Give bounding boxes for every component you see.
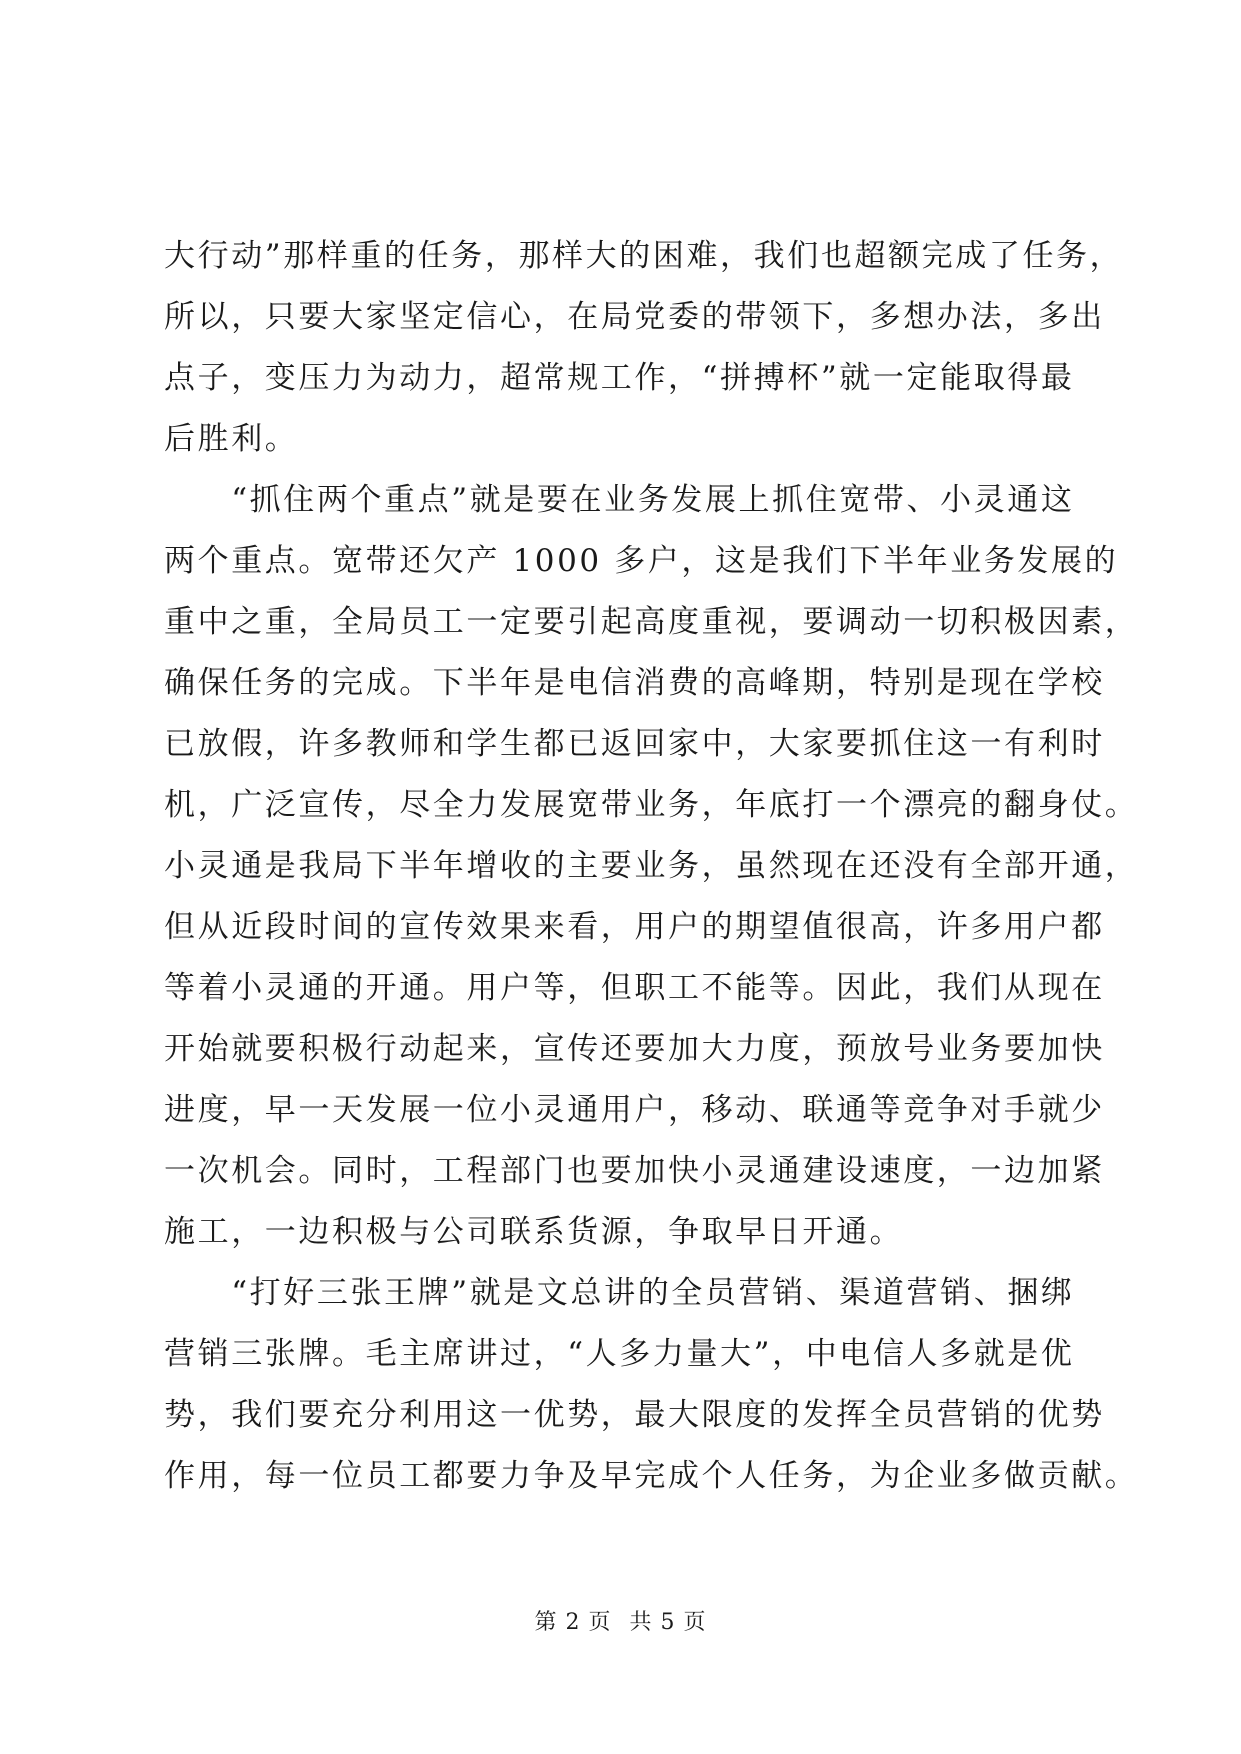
text-line: “打好三张王牌”就是文总讲的全员营销、渠道营销、捆绑 — [164, 1275, 1075, 1311]
text-line: 小灵通是我局下半年增收的主要业务，虽然现在还没有全部开通， — [164, 848, 1139, 884]
text-line: 但从近段时间的宣传效果来看，用户的期望值很高，许多用户都 — [164, 909, 1105, 945]
text-line: 进度，早一天发展一位小灵通用户，移动、联通等竞争对手就少 — [164, 1092, 1105, 1128]
text-line: 所以，只要大家坚定信心，在局党委的带领下，多想办法，多出 — [164, 299, 1105, 335]
page-total: 共 5 页 — [629, 1610, 707, 1635]
text-line: 点子，变压力为动力，超常规工作，“拼搏杯”就一定能取得最 — [164, 360, 1075, 396]
text-line: 重中之重，全局员工一定要引起高度重视，要调动一切积极因素， — [164, 604, 1139, 640]
text-line: 后胜利。 — [164, 421, 299, 457]
text-line: 机，广泛宣传，尽全力发展宽带业务，年底打一个漂亮的翻身仗。 — [164, 787, 1139, 823]
text-line: 等着小灵通的开通。用户等，但职工不能等。因此，我们从现在 — [164, 970, 1105, 1006]
text-line: 两个重点。宽带还欠产 1000 多户，这是我们下半年业务发展的 — [164, 543, 1119, 579]
page-footer — [0, 1608, 1241, 1638]
page-number: 第 2 页 — [534, 1610, 612, 1635]
text-line: 势，我们要充分利用这一优势，最大限度的发挥全员营销的优势 — [164, 1397, 1105, 1433]
text-line: “抓住两个重点”就是要在业务发展上抓住宽带、小灵通这 — [164, 482, 1075, 518]
text-line: 大行动”那样重的任务，那样大的困难，我们也超额完成了任务， — [164, 238, 1124, 274]
text-line: 确保任务的完成。下半年是电信消费的高峰期，特别是现在学校 — [164, 665, 1105, 701]
text-line: 营销三张牌。毛主席讲过，“人多力量大”，中电信人多就是优 — [164, 1336, 1075, 1372]
text-line: 施工，一边积极与公司联系货源，争取早日开通。 — [164, 1214, 904, 1250]
text-line: 一次机会。同时，工程部门也要加快小灵通建设速度，一边加紧 — [164, 1153, 1105, 1189]
text-line: 开始就要积极行动起来，宣传还要加大力度，预放号业务要加快 — [164, 1031, 1105, 1067]
text-line: 作用，每一位员工都要力争及早完成个人任务，为企业多做贡献。 — [164, 1458, 1139, 1494]
document-body — [164, 226, 1139, 1507]
text-line: 已放假，许多教师和学生都已返回家中，大家要抓住这一有利时 — [164, 726, 1105, 762]
